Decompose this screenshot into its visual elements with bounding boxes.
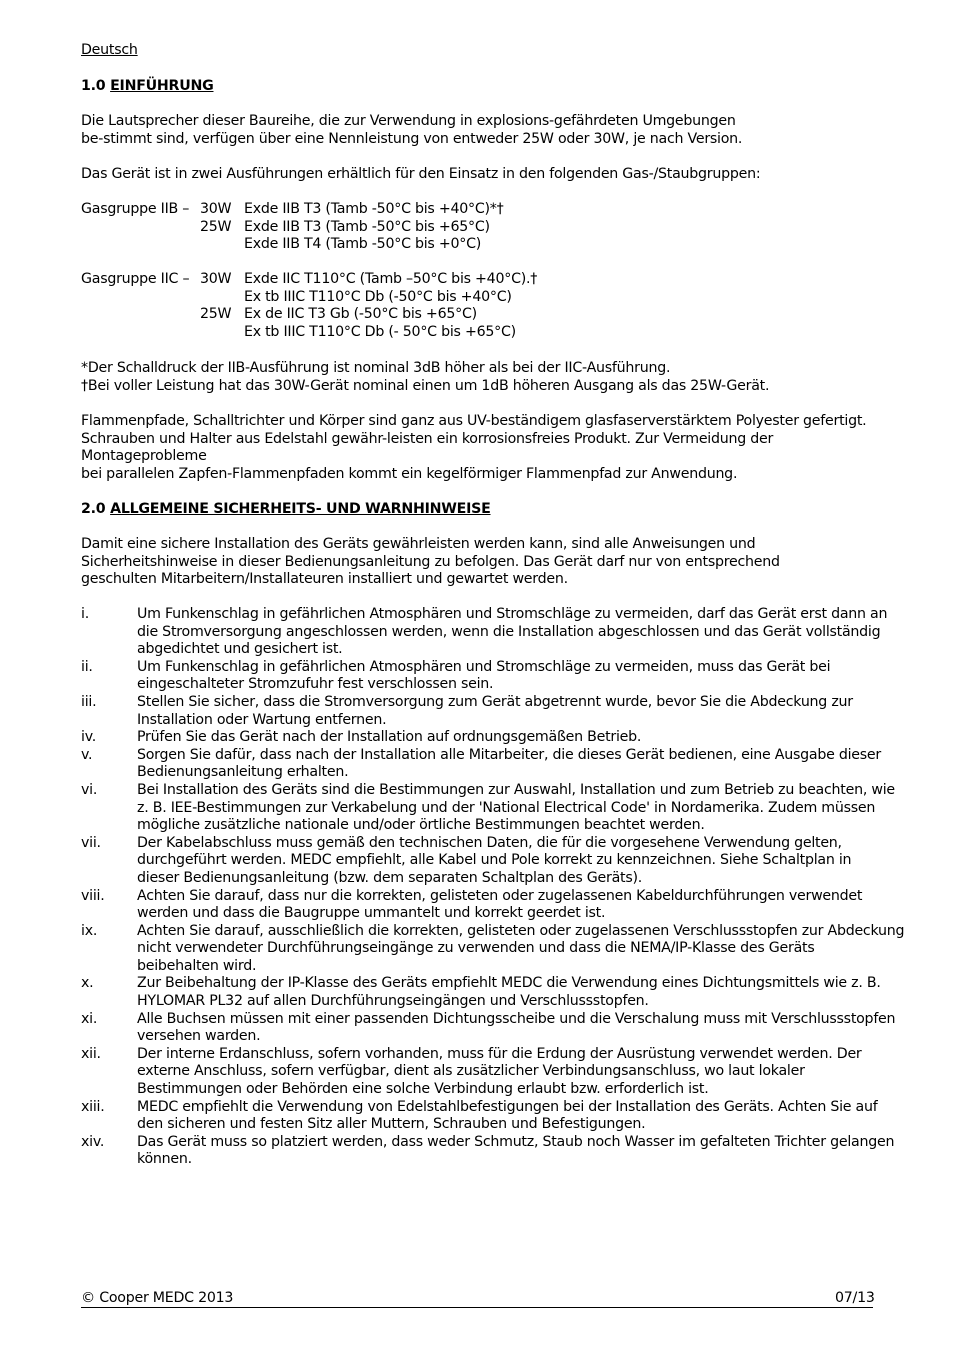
text-line: be-stimmt sind, verfügen über eine Nennleistung von entweder 25W oder 30W, je nach Version.: [81, 130, 743, 147]
list-item: [81, 1099, 911, 1134]
gas-group-iib-label: Gasgruppe IIB –: [81, 201, 190, 217]
item-text: Das Gerät muss so platziert werden, dass weder Schmutz, Staub noch Wasser im gefalteten Trichter gelangen: [137, 1133, 895, 1150]
item-number: ii.: [81, 658, 93, 675]
item-number: xi.: [81, 1010, 98, 1027]
gas-spec: Exde IIB T3 (Tamb -50°C bis +65°C): [244, 218, 490, 235]
section-2-heading: [81, 501, 491, 519]
item-text: Der Kabelabschluss muss gemäß den technischen Daten, die für die vorgesehene Verwendung gelten,: [137, 834, 842, 851]
item-text: Achten Sie darauf, ausschließlich die korrekten, gelisteten oder zugelassenen Verschlussstopfen zur Abdeckung: [137, 922, 905, 939]
item-number: x.: [81, 975, 94, 992]
list-item: [81, 923, 911, 976]
text-line: Damit eine sichere Installation des Geräts gewährleisten werden kann, sind alle Anweisungen und: [81, 536, 756, 552]
item-text: Stellen Sie sicher, dass die Stromversorgung zum Gerät abgetrennt wurde, bevor Sie die Abdeckung zur: [137, 693, 853, 710]
item-text: Sorgen Sie dafür, dass nach der Installation alle Mitarbeiter, die dieses Gerät bedienen, eine Ausgabe dieser: [137, 746, 881, 763]
item-text: Der interne Erdanschluss, sofern vorhanden, muss für die Erdung der Ausrüstung verwendet werden. Der: [137, 1045, 862, 1062]
list-item: [81, 1011, 911, 1046]
item-number: iii.: [81, 693, 97, 710]
item-text: abgedichtet und gesichert ist.: [137, 641, 343, 658]
gas-group-iic-label: Gasgruppe IIC –: [81, 271, 190, 287]
text-line: Sicherheitshinweise in dieser Bedienungsanleitung zu befolgen. Das Gerät darf nur von entsprechend: [81, 553, 780, 570]
list-item: [81, 782, 911, 835]
item-text: Alle Buchsen müssen mit einer passenden Dichtungsscheibe und die Verschalung muss mit Verschlussstopfen: [137, 1010, 896, 1027]
gas-group-iib: [81, 201, 504, 254]
footnote: *Der Schalldruck der IIB-Ausführung ist nominal 3dB höher als bei der IIC-Ausführung.: [81, 360, 671, 376]
section-1-heading: [81, 78, 214, 96]
gas-spec: Ex de IIC T3 Gb (-50°C bis +65°C): [244, 306, 477, 323]
gas-spec: Exde IIB T4 (Tamb -50°C bis +0°C): [244, 236, 482, 253]
item-text: Achten Sie darauf, dass nur die korrekten, gelisteten oder zugelassenen Kabeldurchführungen verwendet: [137, 887, 863, 904]
item-text: Um Funkenschlag in gefährlichen Atmosphären und Stromschläge zu vermeiden, darf das Gerät erst dann an: [137, 606, 888, 622]
item-text: Zur Beibehaltung der IP-Klasse des Geräts empfiehlt MEDC die Verwendung eines Dichtungsmittels wie z. B.: [137, 975, 881, 992]
item-text: mögliche zusätzliche nationale und/oder örtliche Bestimmungen beachtet werden.: [137, 817, 705, 834]
gas-row: [81, 289, 537, 307]
list-item: [81, 975, 911, 1010]
section-1-paragraph-3: [81, 413, 866, 483]
item-number: xiii.: [81, 1098, 105, 1115]
text-line: bei parallelen Zapfen-Flammenpfaden kommt ein kegelförmiger Flammenpfad zur Anwendung.: [81, 465, 738, 482]
item-text: MEDC empfiehlt die Verwendung von Edelstahlbefestigungen bei der Installation des Geräts. Achten Sie auf: [137, 1098, 878, 1115]
text-line: geschulten Mitarbeitern/Installateuren installiert und gewartet werden.: [81, 571, 568, 588]
item-text: Bedienungsanleitung erhalten.: [137, 764, 349, 781]
list-item: [81, 659, 911, 694]
gas-group-iic: [81, 271, 537, 341]
footnotes: [81, 360, 769, 395]
section-2-intro: [81, 536, 780, 589]
item-number: vi.: [81, 781, 98, 798]
text-line: Die Lautsprecher dieser Baureihe, die zur Verwendung in explosions-gefährdeten Umgebungen: [81, 113, 736, 129]
list-item: [81, 1046, 911, 1099]
item-number: xii.: [81, 1045, 101, 1062]
item-text: versehen warden.: [137, 1028, 261, 1045]
power-rating: 25W: [200, 306, 232, 323]
item-text: beibehalten wird.: [137, 957, 257, 974]
list-item: [81, 729, 911, 747]
text-line: Montageprobleme: [81, 448, 207, 465]
footer-divider: [81, 1307, 873, 1308]
item-text: Bei Installation des Geräts sind die Bestimmungen zur Auswahl, Installation und zum Betrieb zu beachten, wie: [137, 781, 895, 798]
text-line: Schrauben und Halter aus Edelstahl gewähr-leisten ein korrosionsfreies Produkt. Zur Vermeidung der: [81, 430, 774, 447]
item-text: eingeschalteter Stromzufuhr fest verschlossen sein.: [137, 676, 494, 693]
gas-spec: Exde IIC T110°C (Tamb –50°C bis +40°C).†: [244, 271, 538, 287]
list-item: [81, 606, 911, 659]
item-text: Um Funkenschlag in gefährlichen Atmosphären und Stromschläge zu vermeiden, muss das Gerät bei: [137, 658, 831, 675]
section-1-number: 1.0: [81, 78, 106, 94]
gas-row: [81, 236, 504, 254]
language-label: Deutsch: [81, 42, 138, 58]
gas-spec: Exde IIB T3 (Tamb -50°C bis +40°C)*†: [244, 201, 504, 217]
item-text: durchgeführt werden. MEDC empfiehlt, alle Kabel und Pole korrekt zu kennzeichnen. Siehe Schaltplan in: [137, 852, 852, 869]
list-item: [81, 694, 911, 729]
item-text: Prüfen Sie das Gerät nach der Installation auf ordnungsgemäßen Betrieb.: [137, 729, 642, 746]
list-item: [81, 835, 911, 888]
gas-spec: Ex tb IIIC T110°C Db (-50°C bis +40°C): [244, 288, 512, 305]
section-1-paragraph-2: Das Gerät ist in zwei Ausführungen erhältlich für den Einsatz in den folgenden Gas-/Staubgruppen:: [81, 166, 761, 182]
item-number: v.: [81, 746, 93, 763]
item-text: Installation oder Wartung entfernen.: [137, 711, 387, 728]
gas-row: [81, 324, 537, 342]
power-rating: 30W: [200, 201, 232, 217]
item-text: den sicheren und festen Sitz aller Muttern, Schrauben und Befestigungen.: [137, 1116, 646, 1133]
footnote: †Bei voller Leistung hat das 30W-Gerät nominal einen um 1dB höheren Ausgang als das 25W-Gerät.: [81, 377, 770, 394]
gas-row: [81, 271, 537, 289]
item-number: i.: [81, 606, 89, 622]
power-rating: 25W: [200, 218, 232, 235]
gas-row: [81, 201, 504, 219]
gas-spec: Ex tb IIIC T110°C Db (- 50°C bis +65°C): [244, 323, 516, 340]
item-number: viii.: [81, 887, 105, 904]
power-rating: [200, 236, 244, 254]
list-item: [81, 888, 911, 923]
power-rating: 30W: [200, 271, 232, 287]
footer-date: 07/13: [835, 1290, 875, 1306]
section-1-title: EINFÜHRUNG: [110, 78, 214, 94]
item-text: dieser Bedienungsanleitung (bzw. dem separaten Schaltplan des Geräts).: [137, 869, 643, 886]
safety-list: [81, 606, 911, 1169]
gas-row: [81, 219, 504, 237]
item-number: xiv.: [81, 1133, 105, 1150]
power-rating: [200, 324, 244, 342]
item-text: Bestimmungen oder Behörden eine solche Verbindung erlaubt bzw. erforderlich ist.: [137, 1081, 709, 1098]
gas-row: [81, 306, 537, 324]
item-number: iv.: [81, 729, 96, 746]
item-text: z. B. IEE-Bestimmungen zur Verkabelung und der 'National Electrical Code' in Nordamerika. Zudem müssen: [137, 799, 876, 816]
list-item: [81, 1134, 911, 1169]
section-2-number: 2.0: [81, 501, 106, 517]
footer-copyright: © Cooper MEDC 2013: [81, 1290, 234, 1306]
text-line: Flammenpfade, Schalltrichter und Körper sind ganz aus UV-beständigem glasfaserverstärktem Polyester gefertigt.: [81, 413, 867, 429]
section-1-paragraph-1: [81, 113, 742, 148]
list-item: [81, 747, 911, 782]
item-text: externe Anschluss, sofern verfügbar, dient als zusätzlicher Verbindungsanschluss, wo laut lokaler: [137, 1063, 805, 1080]
item-text: nicht verwendeter Durchführungseingänge zu verwenden und dass die NEMA/IP-Klasse des Geräts: [137, 940, 815, 957]
item-text: werden und dass die Baugruppe ummantelt und korrekt geerdet ist.: [137, 905, 606, 922]
power-rating: [200, 289, 244, 307]
item-text: können.: [137, 1151, 192, 1168]
item-text: die Stromversorgung angeschlossen werden, wenn die Installation abgeschlossen und das Gerät vollständig: [137, 623, 881, 640]
section-2-title: ALLGEMEINE SICHERHEITS- UND WARNHINWEISE: [110, 501, 491, 517]
item-text: HYLOMAR PL32 auf allen Durchführungseingängen und Verschlussstopfen.: [137, 993, 649, 1010]
item-number: vii.: [81, 834, 101, 851]
item-number: ix.: [81, 922, 98, 939]
